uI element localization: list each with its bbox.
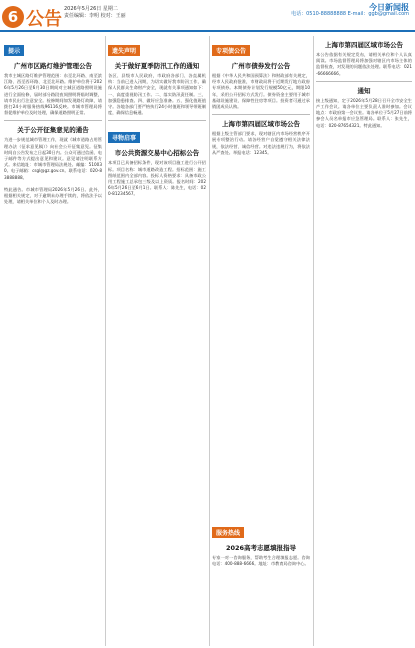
article-body: 根据《中华人民共和国预算法》和财政部有关规定，经市人民政府批准，市财政局将于近期发行地方政府专项债券。本期债券计划发行规模50亿元，期限10年，采用公开招标方式发行。债券资金主要用于城市基础设施建设、保障性住房等项目。投资者可通过承销团成员认购。 bbox=[212, 73, 310, 110]
column-1 bbox=[4, 38, 102, 644]
article-title: 上海市第四届区域市场公告 bbox=[222, 120, 300, 129]
article-title: 市公共资源交易中心招标公告 bbox=[114, 149, 200, 158]
issue-meta bbox=[64, 6, 126, 20]
column-4 bbox=[316, 38, 412, 644]
editors: 责任编辑：李明 校对：王丽 bbox=[64, 13, 126, 19]
article-body: 我市主城区路灯维护管理范围：东至北环路、南至滨江路、西至西环路、北至北环路。维护单位将于2026年5月26日至6月30日期间对主城区道路照明设施进行全面检修，届时部分路段夜间照明将临时调整，请市民出行注意安全。检修期间如发现路灯故障，请拨打24小时服务热线96116反映。市城市管理局将督促维护单位及时处理，确保道路照明正常。 bbox=[4, 73, 102, 116]
article-body: 根据上级主管部门要求，现对辖区内市场经营秩序开展专项整治行动。请各经营户自觉遵守相关法律法规，依法经营、诚信经营。对违法违规行为，将依法从严查处。举报电话：12345。 bbox=[212, 131, 310, 155]
section-title: 公告 bbox=[26, 9, 62, 30]
divider bbox=[108, 120, 206, 121]
column-2 bbox=[108, 38, 206, 644]
article-title: 关于做好夏季防汛工作的通知 bbox=[114, 62, 200, 70]
article-title: 广州市区路灯维护管理公告 bbox=[14, 62, 92, 70]
masthead-brand: 今日新闻报 bbox=[369, 2, 409, 12]
article-title: 广州市债券发行公告 bbox=[231, 62, 291, 70]
section-badge: 遗失声明 bbox=[108, 45, 140, 56]
service-ad bbox=[212, 520, 310, 567]
article-title: 上海市第四届区域市场公告 bbox=[325, 41, 403, 49]
page-number: 6 bbox=[2, 6, 24, 28]
section-badge: 寻物启事 bbox=[108, 132, 140, 143]
article-title: 通知 bbox=[357, 86, 371, 95]
contact-info: 电话：0510-88888888 E-mail：ggb@gmail.com bbox=[291, 11, 409, 17]
article-body: 本公告依据有关规定发布，请相关单位和个人认真阅读。市场监督管理局将加强对辖区内市场主体的监督检查，对发现的问题依法处理。联系电话：021-66666666。 bbox=[316, 52, 412, 76]
issue-date: 2026年5月26日 星期二 bbox=[64, 6, 118, 12]
article-body: 本项目已具备招标条件，现对该项目施工进行公开招标。项目名称：城市道路改造工程。招标范围：施工图纸范围内全部内容。投标人资格要求：具备市政公用工程施工总承包三级及以上资质。报名时间：2026年5月26日至6月1日。联系人：陈先生，电话：020-81234567。 bbox=[108, 160, 206, 197]
page-header bbox=[0, 0, 415, 32]
divider bbox=[212, 114, 310, 115]
column-divider bbox=[209, 36, 210, 646]
ad-title: 2026高考志愿填报指导 bbox=[225, 544, 297, 552]
column-divider bbox=[313, 36, 314, 646]
article-body: 特此通告。市城市管理局2026年5月26日。此外，根据相关规定，对于逾期未办理手续的，将依法予以处理，请相关单位和个人及时办理。 bbox=[4, 186, 102, 205]
article-body: 接上级通知，定于2026年5月28日召开全市安全生产工作会议。请各单位主要负责人准时参加。会议地点：市政府第一会议室。请各单位于5月27日前将参会人员名单报市应急管理局。联系人：张先生，电话：020-87654321。特此通知。 bbox=[316, 97, 412, 128]
divider bbox=[316, 81, 412, 82]
column-divider bbox=[105, 36, 106, 646]
section-badge: 专项债公告 bbox=[212, 45, 250, 56]
article-body: 各区、县级市人民政府，市政府各部门、各直属机构：当前已进入汛期，为切实做好我市防汛工作，确保人民群众生命财产安全，现就有关事项通知如下：一、高度重视防汛工作。二、落实防汛责任制。三、加强隐患排查。四、做好应急准备。五、强化值班值守。各地各部门要严格执行24小时值班和领导带班制度，确保信息畅通。 bbox=[108, 73, 206, 116]
section-badge: 提示 bbox=[4, 45, 24, 56]
divider bbox=[4, 120, 102, 121]
ad-body: 专家一对一咨询服务，帮助考生合理填报志愿。咨询电话：400-888-6666。地址：市教育局咨询中心。 bbox=[212, 555, 310, 567]
article-title: 关于公开征集意见的通告 bbox=[17, 126, 89, 135]
article-body: 为进一步规范城市管理工作，现就《城市道路占用管理办法（征求意见稿）》向社会公开征集意见。征集时间自公告发布之日起30日内。公众可通过信函、电子邮件等方式提出意见和建议。意见请注明联系方式。来信地址：市城市管理局法规处。邮编：510030。电子邮箱：csgl@gz.gov.cn。联系电话：020-83888888。 bbox=[4, 137, 102, 180]
ad-badge: 服务热线 bbox=[212, 527, 244, 538]
